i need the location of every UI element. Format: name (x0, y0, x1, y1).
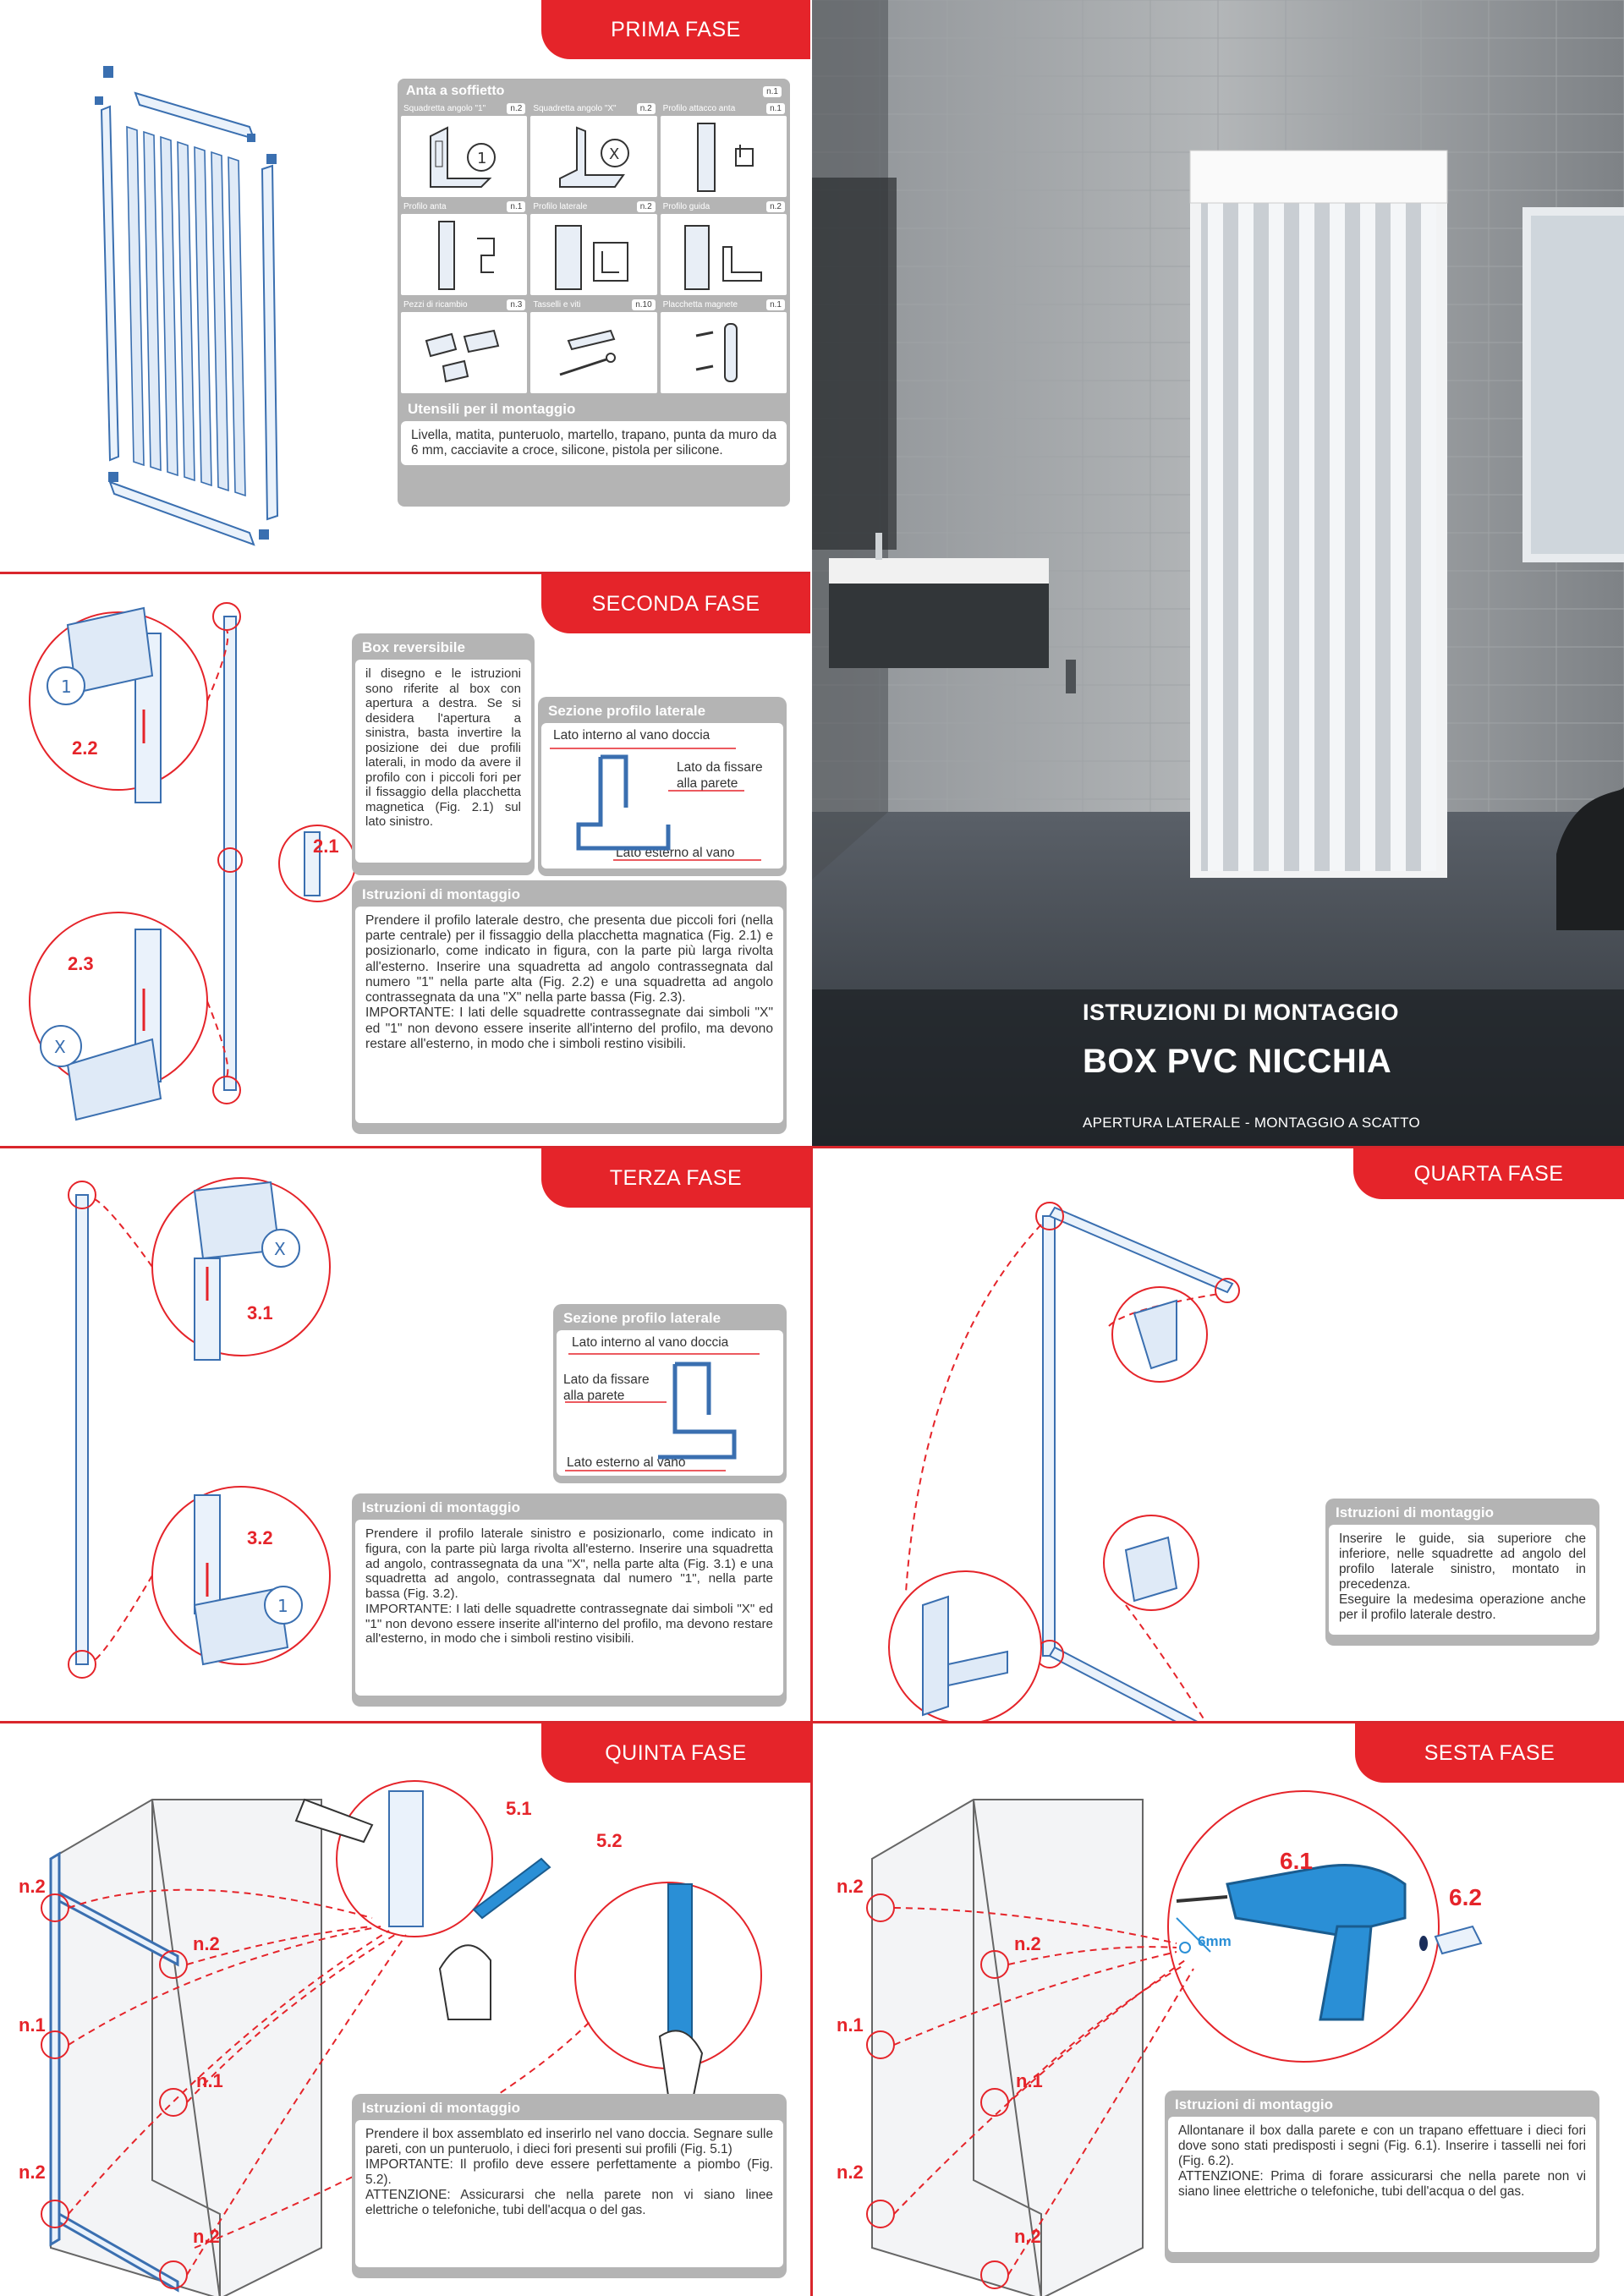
instructions-body (355, 1520, 783, 1696)
parts-title: Anta a soffietto (406, 84, 505, 98)
side-profile-assembly-illustration (17, 591, 372, 1132)
hole-count-label: n.1 (1016, 2070, 1043, 2091)
side-profile-icon (543, 217, 645, 292)
phase-tab: TERZA FASE (541, 1148, 810, 1208)
part-label: Profilo anta (403, 202, 447, 211)
instructions-title: Istruzioni di montaggio (1175, 2096, 1333, 2112)
reversible-text: il disegno e le istruzioni sono riferite al box con apertura a destra. Se si desidera l'apertura a sinistra, basta invertire la posizione dei due profili laterali, in modo da avere il profilo con i piccoli fori per il fissaggio della placchetta magnetica (Fig. 2.1) sul lato sinistro. (355, 660, 531, 863)
instructions-box (352, 2094, 787, 2278)
section-outer-label: Lato esterno al vano (567, 1455, 686, 1470)
tools-section (401, 398, 787, 465)
fig-label-6-1: 6.1 (1280, 1848, 1313, 1874)
reversible-title: Box reversibile (362, 639, 465, 655)
svg-text:1: 1 (61, 677, 72, 697)
section-title: Sezione profilo laterale (563, 1310, 721, 1326)
cover-photo (812, 0, 1624, 1146)
instructions-text: Prendere il profilo laterale destro, che presenta due piccoli fori (nella parte centrale) per il fissaggio della placchetta magnatica (Fig. 2.1) e posizionarlo, come indicato in figura, con la parte più larga rivolta all'esterno. Inserire una squadretta ad angolo contrassegnata dal numero "1" nella parte alta (Fig. 2.2) e una squadretta ad angolo contrassegnata da una "X" nella parte bassa (Fig. 2.3). (365, 913, 773, 1006)
part-qty: n.10 (632, 299, 655, 310)
guide-profile-icon (672, 217, 774, 292)
part-qty: n.2 (637, 201, 656, 212)
instructions-text: Prendere il box assemblato ed inserirlo nel vano doccia. Segnare sulle pareti, con un punteruolo, i dieci fori presenti sui profili (Fig. 5.1) (365, 2127, 773, 2157)
instructions-box (352, 1493, 787, 1707)
drill-size-label: 6mm (1198, 1933, 1232, 1949)
section-inner-label: Lato interno al vano doccia (553, 728, 710, 743)
section-wall-label: Lato da fissare alla parete (563, 1373, 650, 1403)
hole-count-label: n.1 (837, 2014, 864, 2036)
instructions-text-2: Eseguire la medesima operazione anche per il profilo laterale destro. (1339, 1592, 1586, 1623)
part-label: Squadretta angolo "1" (403, 104, 486, 113)
hole-count-label: n.2 (193, 2226, 220, 2247)
instructions-warning: ATTENZIONE: Prima di forare assicurarsi che nella parete non vi siano linee elettriche o telefoniche, tubi dell'acqua o del gas. (1178, 2169, 1586, 2200)
panel-quarta-fase (813, 1148, 1624, 1721)
panel-quinta-fase (0, 1723, 810, 2296)
instructions-title: Istruzioni di montaggio (362, 2100, 520, 2116)
section-profile-box (538, 697, 787, 876)
reversible-box (352, 633, 535, 875)
hole-count-label: n.2 (19, 1876, 46, 1897)
cover-heading: ISTRUZIONI DI MONTAGGIO (1083, 1000, 1399, 1025)
tools-text: Livella, matita, punteruolo, martello, trapano, punta da muro da 6 mm, cacciavite a croce, silicone, pistola per silicone. (401, 421, 787, 465)
exploded-view-illustration (59, 59, 431, 567)
phase-tab: SECONDA FASE (541, 574, 810, 633)
instructions-body (355, 907, 783, 1123)
instructions-text: Allontanare il box dalla parete e con un trapano effettuare i dieci fori dove sono stati predisposti i segni (Fig. 6.1). Inserire i tasselli nei fori (Fig. 6.2). (1178, 2123, 1586, 2169)
part-cell (401, 299, 527, 393)
part-qty: n.2 (637, 103, 656, 114)
hole-count-label: n.1 (19, 2014, 46, 2036)
panel-terza-fase (0, 1148, 810, 1721)
instructions-box (1325, 1499, 1599, 1646)
part-qty: n.1 (766, 103, 785, 114)
hole-count-label: n.2 (837, 2162, 864, 2183)
cover-title: BOX PVC NICCHIA (1083, 1043, 1392, 1080)
profile-section-diagram (557, 1330, 785, 1476)
part-label: Profilo laterale (533, 202, 588, 211)
instructions-important: IMPORTANTE: I lati delle squadrette contrassegnate dai simboli "X" ed "1" non devono essere inserite all'interno del profilo, ma devono restare all'esterno, in modo che i simboli restino visibili. (365, 1006, 773, 1051)
section-outer-label: Lato esterno al vano (616, 846, 735, 860)
fig-label-6-2: 6.2 (1449, 1884, 1482, 1910)
section-wall-label: Lato da fissare alla parete (677, 760, 763, 791)
tools-title: Utensili per il montaggio (408, 401, 576, 417)
instructions-text: Inserire le guide, sia superiore che inferiore, nelle squadrette ad angolo del profilo laterale sinistro, montato in precedenza. (1339, 1532, 1586, 1592)
part-qty: n.3 (507, 299, 525, 310)
part-label: Placchetta magnete (662, 300, 738, 310)
instructions-important: IMPORTANTE: Il profilo deve essere perfettamente a piombo (Fig. 5.2). (365, 2157, 773, 2188)
parts-grid (401, 102, 787, 393)
svg-text:1: 1 (277, 1596, 288, 1616)
part-cell (661, 299, 787, 393)
hole-count-label: n.2 (1014, 1933, 1041, 1954)
section-title: Sezione profilo laterale (548, 703, 706, 719)
instructions-body (1168, 2117, 1596, 2252)
part-label: Tasselli e viti (533, 300, 581, 310)
phase-tab: QUARTA FASE (1353, 1148, 1624, 1199)
cover-subtitle: APERTURA LATERALE - MONTAGGIO A SCATTO (1083, 1115, 1421, 1131)
guides-assembly-illustration (872, 1165, 1380, 1721)
door-profile-icon (414, 217, 515, 292)
corner-bracket-1-icon (414, 119, 515, 194)
fig-label-2-3: 2.3 (68, 953, 94, 974)
fig-label-3-1: 3.1 (247, 1302, 273, 1323)
hole-count-label: n.2 (193, 1933, 220, 1954)
instructions-box (1165, 2091, 1599, 2263)
instructions-title: Istruzioni di montaggio (362, 1499, 520, 1515)
part-cell (530, 102, 656, 197)
panel-prima-fase (0, 0, 810, 572)
profile-section-diagram (541, 723, 787, 869)
svg-text:X: X (274, 1239, 286, 1259)
instructions-box (352, 880, 787, 1134)
profile-connection-icon (672, 119, 774, 194)
hole-count-label: n.2 (1014, 2226, 1041, 2247)
left-profile-assembly-illustration (42, 1174, 398, 1715)
part-cell (401, 102, 527, 197)
cover-title-area (1083, 1000, 1607, 1132)
part-cell (661, 102, 787, 197)
spare-parts-icon (414, 315, 515, 390)
panel-seconda-fase (0, 574, 810, 1146)
instructions-title: Istruzioni di montaggio (362, 886, 520, 902)
instructions-body (355, 2120, 783, 2267)
panel-sesta-fase (813, 1723, 1624, 2296)
phase-tab: SESTA FASE (1355, 1723, 1624, 1783)
instructions-text: Prendere il profilo laterale sinistro e posizionarlo, come indicato in figura, con la parte più larga rivolta all'esterno. Inserire una squadretta ad angolo, contrassegnata da una "X", nella parte alta (Fig. 3.1) e una squadretta ad angolo, contrassegnata dal numero "1", nella parte bassa (Fig. 3.2). (365, 1526, 773, 1602)
part-cell (401, 200, 527, 295)
bathroom-photo-illustration (812, 0, 1624, 1146)
instructions-warning: ATTENZIONE: Assicurarsi che nella parete non vi siano linee elettriche o telefoniche, tubi dell'acqua o del gas. (365, 2188, 773, 2218)
corner-bracket-x-icon (543, 119, 645, 194)
parts-table (398, 79, 790, 507)
instructions-important: IMPORTANTE: I lati delle squadrette contrassegnate dai simboli "X" ed "1" non devono essere inserite all'interno del profilo, ma devono restare all'esterno, in modo che i simboli restino visibili. (365, 1601, 773, 1647)
phase-tab: PRIMA FASE (541, 0, 810, 59)
part-cell (530, 299, 656, 393)
fig-label-3-2: 3.2 (247, 1527, 273, 1548)
parts-qty: n.1 (763, 86, 782, 97)
instructions-body (1329, 1525, 1596, 1635)
hole-count-label: n.1 (196, 2070, 223, 2091)
part-cell (661, 200, 787, 295)
part-qty: n.1 (766, 299, 785, 310)
part-label: Squadretta angolo "X" (533, 104, 617, 113)
fig-label-2-2: 2.2 (72, 737, 98, 759)
part-label: Profilo guida (662, 202, 710, 211)
hole-count-label: n.2 (837, 1876, 864, 1897)
part-label: Profilo attacco anta (662, 104, 736, 113)
svg-text:1: 1 (476, 150, 487, 167)
hole-count-label: n.2 (19, 2162, 46, 2183)
magnet-plate-icon (672, 315, 774, 390)
fig-label-5-2: 5.2 (596, 1830, 623, 1851)
screws-and-anchors-icon (543, 315, 645, 390)
part-qty: n.2 (507, 103, 525, 114)
part-qty: n.1 (507, 201, 525, 212)
svg-text:X: X (54, 1037, 66, 1057)
instructions-title: Istruzioni di montaggio (1336, 1504, 1494, 1521)
fig-label-5-1: 5.1 (506, 1798, 532, 1819)
phase-tab: QUINTA FASE (541, 1723, 810, 1783)
section-profile-box (553, 1304, 787, 1483)
part-cell (530, 200, 656, 295)
svg-text:X: X (608, 145, 620, 163)
section-inner-label: Lato interno al vano doccia (572, 1335, 729, 1350)
part-label: Pezzi di ricambio (403, 300, 468, 310)
part-qty: n.2 (766, 201, 785, 212)
fig-label-2-1: 2.1 (313, 836, 339, 857)
